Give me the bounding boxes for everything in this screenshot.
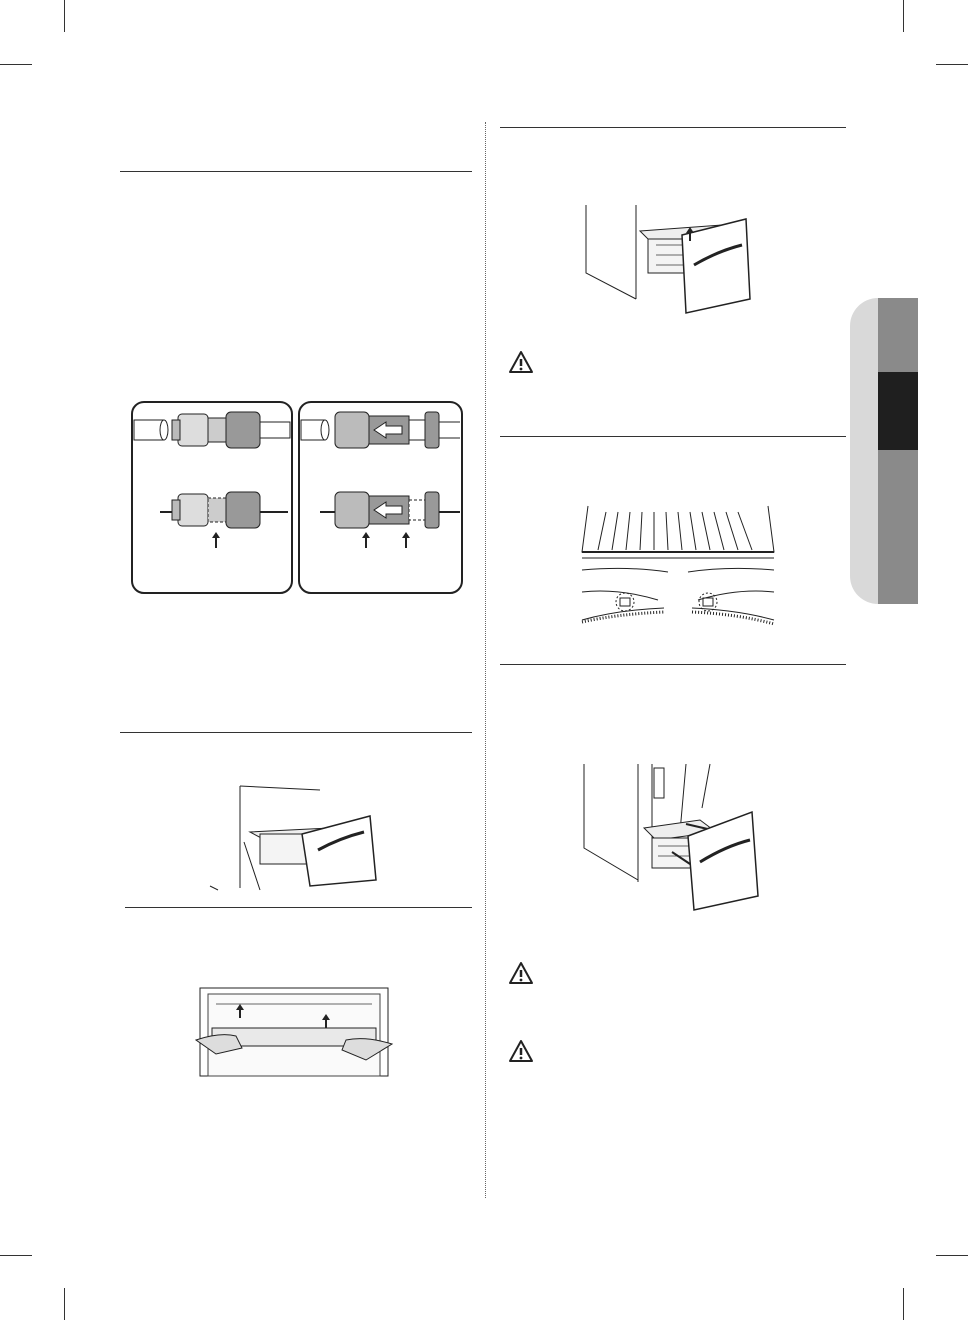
side-tab — [878, 450, 918, 604]
section-rule — [120, 732, 472, 733]
crop-mark — [0, 64, 32, 65]
column-divider — [485, 122, 486, 1198]
wire-shelf-illustration — [578, 492, 778, 632]
section-rule — [500, 127, 846, 128]
freezer-drawer-illustration — [586, 203, 756, 315]
freezer-drawer-illustration — [210, 782, 380, 890]
section-rule — [500, 664, 846, 665]
crop-mark — [64, 0, 65, 32]
section-rule — [125, 907, 472, 908]
freezer-basket-illustration — [582, 762, 762, 912]
side-tab — [878, 298, 918, 372]
water-line-connector-diagram — [130, 400, 464, 596]
section-rule — [500, 436, 846, 437]
side-tab-shade — [850, 298, 878, 604]
crop-mark — [903, 1288, 904, 1320]
crop-mark — [936, 64, 968, 65]
crop-mark — [64, 1288, 65, 1320]
warning-triangle-icon — [508, 1039, 534, 1063]
warning-triangle-icon — [508, 961, 534, 985]
side-tab-active — [878, 372, 918, 450]
section-rule — [120, 171, 472, 172]
crop-mark — [936, 1255, 968, 1256]
warning-triangle-icon — [508, 350, 534, 374]
crop-mark — [0, 1255, 32, 1256]
fridge-shelf-illustration — [196, 984, 392, 1076]
crop-mark — [903, 0, 904, 32]
